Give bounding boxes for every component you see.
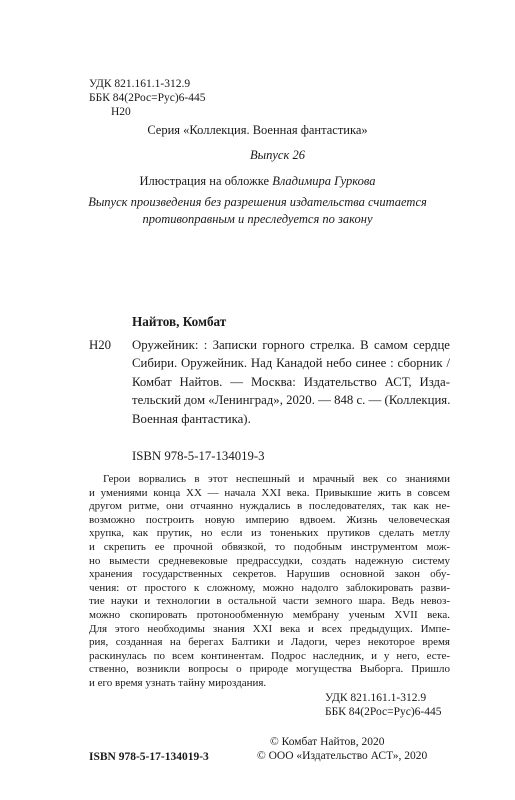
footer-udk-code: УДК 821.161.1-312.9 [325, 692, 427, 704]
annotation-line: но вымести средневековые предрассудки, создать надежную систему [89, 554, 450, 567]
record-line: Оружейник: : Записки горного стрелка. В самом сердце [132, 338, 450, 352]
annotation-line: раскинулась по всем континентам. Подрос наследник, и у него, есте- [89, 649, 450, 662]
record-line: Сибири. Оружейник. Над Канадой небо синее : сборник / [132, 356, 450, 371]
footer-bbk-code: ББК 84(2Рос=Рус)6-445 [325, 706, 442, 718]
annotation-line: тие науки и технологии в остальной части земного шара. Ведь невоз- [89, 595, 450, 608]
annotation-line: другом ритме, они отчаянно нуждались в последователях, так как не- [89, 500, 450, 513]
illustration-artist: Владимира Гуркова [272, 174, 376, 188]
bibliographic-record [132, 336, 450, 428]
classification-block [89, 77, 205, 119]
notice-line: противоправным и преследуется по закону [142, 212, 373, 226]
copyright-publisher: © ООО «Издательство АСТ», 2020 [257, 750, 428, 762]
annotation-line: Герои ворвались в этот неспешный и мрачный век со знаниями [103, 473, 450, 485]
record-line: тельский дом «Ленинград», 2020. — 848 с. — (Коллекция. [132, 393, 451, 408]
record-code: Н20 [89, 338, 112, 352]
illustration-credit [0, 172, 515, 190]
annotation-line: чения: от простого к сложному, можно надолго заблокировать разви- [89, 581, 450, 594]
issue-number: Выпуск 26 [250, 148, 305, 162]
isbn-bottom: ISBN 978-5-17-134019-3 [89, 751, 209, 763]
series-line: Серия «Коллекция. Военная фантастика» [147, 123, 368, 137]
annotation-line: и умениями конца XX — начала XXI века. Привыкшие жить в совсем [89, 486, 450, 499]
annotation [89, 473, 450, 691]
isbn-record: ISBN 978-5-17-134019-3 [132, 449, 265, 463]
record-line: Военная фантастика). [132, 411, 251, 426]
annotation-line: можно скопировать протонообменную мембрану ученым XVII века. [89, 608, 450, 621]
copyright-notice [60, 194, 455, 228]
annotation-line: и его время узнать тайну мироздания. [89, 676, 267, 689]
annotation-line: Для этого необходимы знания XXI века и всех предыдущих. Импе- [89, 622, 450, 635]
annotation-line: рия, созданная на берегах Балтики и Ладоги, через некоторое время [89, 636, 450, 649]
annotation-line: ственно, возникли вопросы о природе могущества Выборга. Пришло [89, 663, 450, 676]
annotation-line: хрупка, как прутик, но если из тоненьких прутиков сделать метлу [89, 527, 450, 540]
annotation-line: и скрепить ее прочной обвязкой, то подобным инструментом мож- [89, 540, 450, 553]
copyright-author: © Комбат Найтов, 2020 [270, 736, 385, 748]
annotation-line: возможно построить новую империю вдвоем. Жизнь человеческая [89, 513, 450, 526]
bbk-code: ББК 84(2Рос=Рус)6-445 [89, 92, 206, 104]
annotation-line: хранения государственных секретов. Нарушив основной закон обу- [89, 568, 450, 581]
copyright-block [257, 735, 427, 763]
notice-line: Выпуск произведения без разрешения издательства считается [88, 195, 427, 209]
udk-code: УДК 821.161.1-312.9 [89, 78, 191, 90]
author-heading: Найтов, Комбат [132, 314, 227, 329]
author-sign-code: Н20 [111, 106, 131, 118]
illustration-prefix: Илюстрация на обложке [139, 174, 273, 188]
footer-codes [325, 691, 441, 719]
record-line: Комбат Найтов. — Москва: Издательство АСТ, Изда- [132, 374, 450, 389]
